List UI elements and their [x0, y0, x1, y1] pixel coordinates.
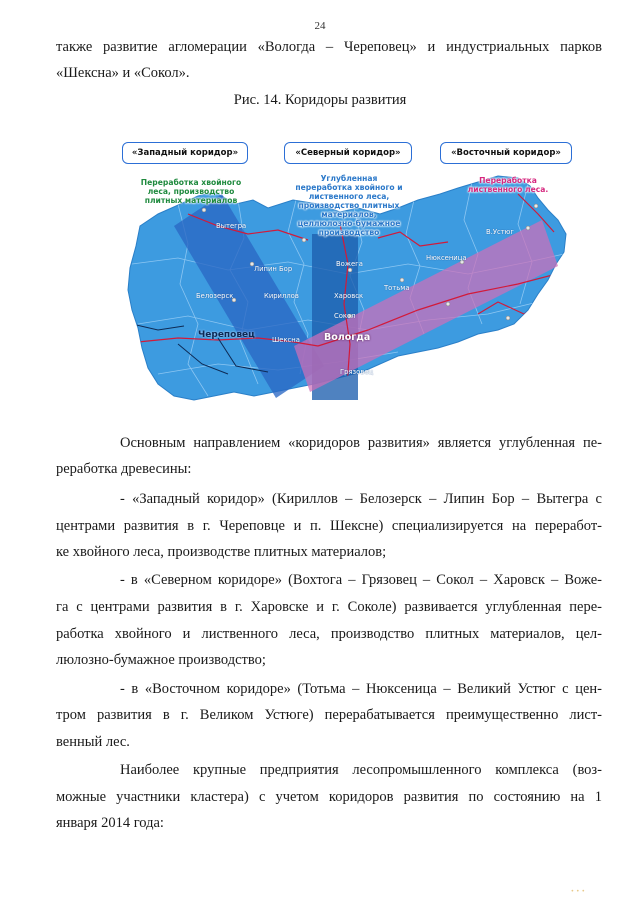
north-corridor-note: Углубленная переработка хвойного и лиственного леса, производство плитных материалов, целлюлозно-бумажное производство [295, 174, 403, 237]
footer-mark: • • • [570, 888, 585, 895]
city-belozersk: Белозерск [196, 292, 234, 300]
figure-caption: Рис. 14. Коридоры развития [233, 92, 407, 108]
city-lipin-bor: Липин Бор [254, 265, 293, 273]
city-v-ustyug: В.Устюг [486, 228, 514, 236]
paragraph-1-line-2: реработка древесины: [56, 461, 192, 477]
paragraph-2-line-3: ке хвойного леса, производстве плитных материалов; [56, 544, 387, 560]
paragraph-2-line-1: - «Западный коридор» (Кириллов – Белозерск – Липин Бор – Вытегра с [120, 491, 602, 507]
city-gryazovets: Грязовец [340, 368, 374, 376]
paragraph-3-line-4: люлозно-бумажное производство; [56, 652, 266, 668]
paragraph-4-line-3: венный лес. [56, 734, 130, 750]
paragraph-5-line-2: можные участники кластера) с учетом коридоров развития по состоянию на 1 [56, 789, 602, 805]
intro-line-2: «Шексна» и «Сокол». [56, 65, 190, 81]
paragraph-5-line-3: января 2014 года: [56, 815, 164, 831]
paragraph-3-line-2: га с центрами развития в г. Харовске и г. Соколе) развивается углубленная пере- [56, 599, 602, 615]
city-vologda: Вологда [324, 332, 371, 343]
east-corridor-label: «Восточный коридор» [440, 142, 572, 164]
city-totma: Тотьма [384, 284, 410, 292]
city-nyuksenitsa: Нюксеница [426, 254, 467, 262]
city-sheksna: Шексна [272, 336, 300, 344]
city-cherepovets: Череповец [198, 330, 255, 340]
paragraph-4-line-1: - в «Восточном коридоре» (Тотьма – Нюксеница – Великий Устюг с цен- [120, 681, 602, 697]
west-corridor-label: «Западный коридор» [122, 142, 248, 164]
north-corridor-label: «Северный коридор» [284, 142, 412, 164]
paragraph-5-line-1: Наиболее крупные предприятия лесопромышленного комплекса (воз- [120, 762, 602, 778]
paragraph-2-line-2: центрами развития в г. Череповце и п. Шексне) специализируется на переработ- [56, 518, 602, 534]
paragraph-3-line-3: работка хвойного и лиственного леса, производство плитных материалов, цел- [56, 626, 602, 642]
corridor-map-figure [118, 134, 580, 410]
paragraph-3-line-1: - в «Северном коридоре» (Вохтога – Грязовец – Сокол – Харовск – Воже- [120, 572, 602, 588]
city-vytegra: Вытегра [216, 222, 247, 230]
intro-line-1: также развитие агломерации «Вологда – Череповец» и индустриальных парков [56, 39, 602, 55]
city-kirillov: Кириллов [264, 292, 299, 300]
city-kharovsk: Харовск [334, 292, 364, 300]
east-corridor-note: Переработка лиственного леса. [467, 176, 549, 194]
city-sokol: Сокол [334, 312, 356, 320]
paragraph-4-line-2: тром развития в г. Великом Устюге) перерабатывается преимущественно лист- [56, 707, 602, 723]
page-number: 24 [314, 20, 326, 32]
paragraph-1-line-1: Основным направлением «коридоров развития» является углубленная пе- [120, 435, 602, 451]
west-corridor-note: Переработка хвойного леса, производство плитных материалов [140, 178, 242, 205]
city-vozhega: Вожега [336, 260, 363, 268]
